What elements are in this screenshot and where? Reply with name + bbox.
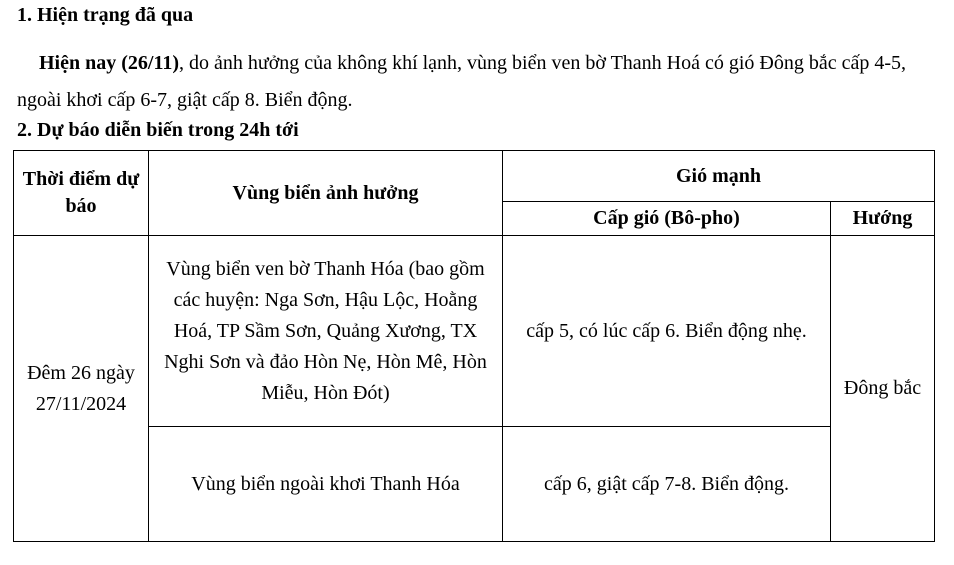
section-heading-current: 1. Hiện trạng đã qua	[17, 4, 194, 26]
header-wind: Gió mạnh	[503, 151, 935, 202]
current-status-lead: Hiện nay (26/11)	[39, 52, 180, 74]
cell-level: cấp 6, giật cấp 7-8. Biển động.	[503, 427, 831, 542]
table-header-row	[14, 151, 935, 202]
current-status-paragraph	[17, 45, 917, 119]
table-row	[14, 236, 935, 427]
cell-area: Vùng biển ven bờ Thanh Hóa (bao gồm các huyện: Nga Sơn, Hậu Lộc, Hoằng Hoá, TP Sầm Sơn, Quảng Xương, TX Nghi Sơn và đảo Hòn Nẹ, Hòn Mê, Hòn Miễu, Hòn Đót)	[149, 236, 503, 427]
table-row	[14, 427, 935, 542]
cell-direction: Đông bắc	[831, 236, 935, 542]
header-direction: Hướng	[831, 202, 935, 236]
header-area: Vùng biển ảnh hưởng	[149, 151, 503, 236]
cell-level: cấp 5, có lúc cấp 6. Biển động nhẹ.	[503, 236, 831, 427]
forecast-table	[13, 150, 935, 542]
cell-time: Đêm 26 ngày 27/11/2024	[14, 236, 149, 542]
current-status-text: , do ảnh hưởng của không khí lạnh, vùng biển ven bờ Thanh Hoá có gió Đông bắc cấp 4-5, ngoài khơi cấp 6-7, giật cấp 8. Biển động.	[17, 52, 907, 111]
cell-area: Vùng biển ngoài khơi Thanh Hóa	[149, 427, 503, 542]
header-time: Thời điểm dự báo	[14, 151, 149, 236]
section-heading-forecast: 2. Dự báo diễn biến trong 24h tới	[17, 119, 299, 141]
header-level: Cấp gió (Bô-pho)	[503, 202, 831, 236]
